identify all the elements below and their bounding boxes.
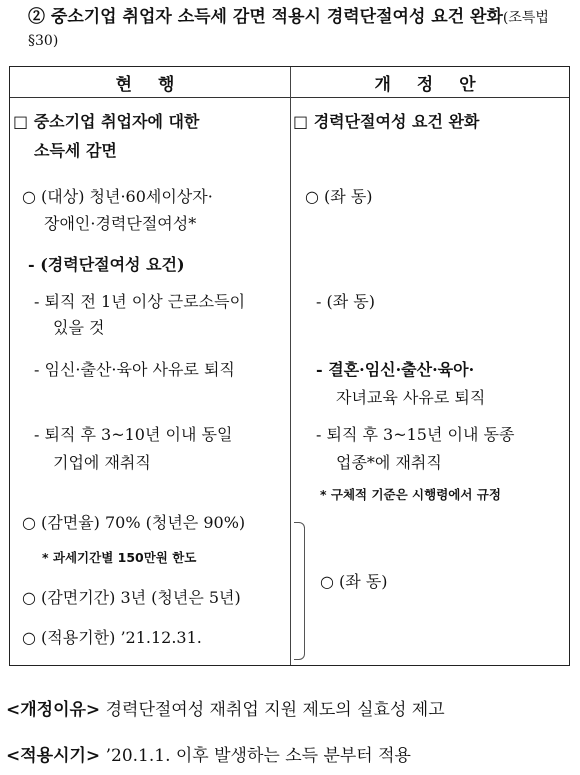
effective-date — [6, 744, 411, 768]
heading-title: ② 중소기업 취업자 소득세 감면 적용시 경력단절여성 요건 완화 — [28, 7, 503, 27]
header-proposed: 개 정 안 — [374, 75, 486, 95]
reason-text: 경력단절여성 재취업 지원 제도의 실효성 제고 — [105, 700, 445, 720]
grouping-bracket — [294, 522, 305, 660]
comparison-table — [9, 66, 570, 666]
proposed-target-same: ○ (좌 동) — [305, 187, 373, 206]
current-target: ○ (대상) 청년·60세이상자· — [22, 187, 213, 206]
current-req-rehire: - 퇴직 후 3~10년 이내 동일 — [34, 425, 233, 444]
proposed-req-income-same: - (좌 동) — [316, 292, 375, 311]
current-box-title-cont: 소득세 감면 — [34, 141, 117, 160]
current-requirement-title: - (경력단절여성 요건) — [28, 255, 185, 274]
current-box-title: □ 중소기업 취업자에 대한 — [13, 112, 200, 131]
proposed-req-note: * 구체적 기준은 시행령에서 규정 — [320, 487, 501, 502]
current-rate-note: * 과세기간별 150만원 한도 — [42, 550, 197, 565]
current-period: ○ (감면기간) 3년 (청년은 5년) — [22, 588, 241, 607]
heading-law-ref: (조특법 §30) — [28, 10, 549, 49]
current-req-reason: - 임신·출산·육아 사유로 퇴직 — [34, 360, 235, 379]
current-req-income: - 퇴직 전 1년 이상 근로소득이 — [34, 292, 246, 311]
date-label: <적용시기> — [6, 746, 101, 766]
current-deadline: ○ (적용기한) ’21.12.31. — [22, 628, 202, 647]
proposed-req-rehire: - 퇴직 후 3~15년 이내 동종 — [316, 425, 515, 444]
section-heading — [28, 6, 573, 52]
date-text: ’20.1.1. 이후 발생하는 소득 분부터 적용 — [105, 746, 411, 766]
proposed-req-reason: - 결혼·임신·출산·육아· — [316, 360, 475, 379]
column-divider — [290, 67, 291, 665]
header-current: 현 행 — [115, 75, 185, 95]
current-req-rehire-cont: 기업에 재취직 — [53, 453, 151, 472]
proposed-req-rehire-cont: 업종*에 재취직 — [336, 453, 442, 472]
proposed-rate-same: ○ (좌 동) — [320, 572, 388, 591]
proposed-box-title: □ 경력단절여성 요건 완화 — [293, 112, 480, 131]
amendment-reason — [6, 698, 445, 722]
proposed-req-reason-cont: 자녀교육 사유로 퇴직 — [336, 388, 486, 407]
current-target-cont: 장애인·경력단절여성* — [44, 214, 197, 233]
current-rate: ○ (감면율) 70% (청년은 90%) — [22, 513, 246, 532]
reason-label: <개정이유> — [6, 700, 101, 720]
current-req-income-cont: 있을 것 — [53, 318, 105, 337]
